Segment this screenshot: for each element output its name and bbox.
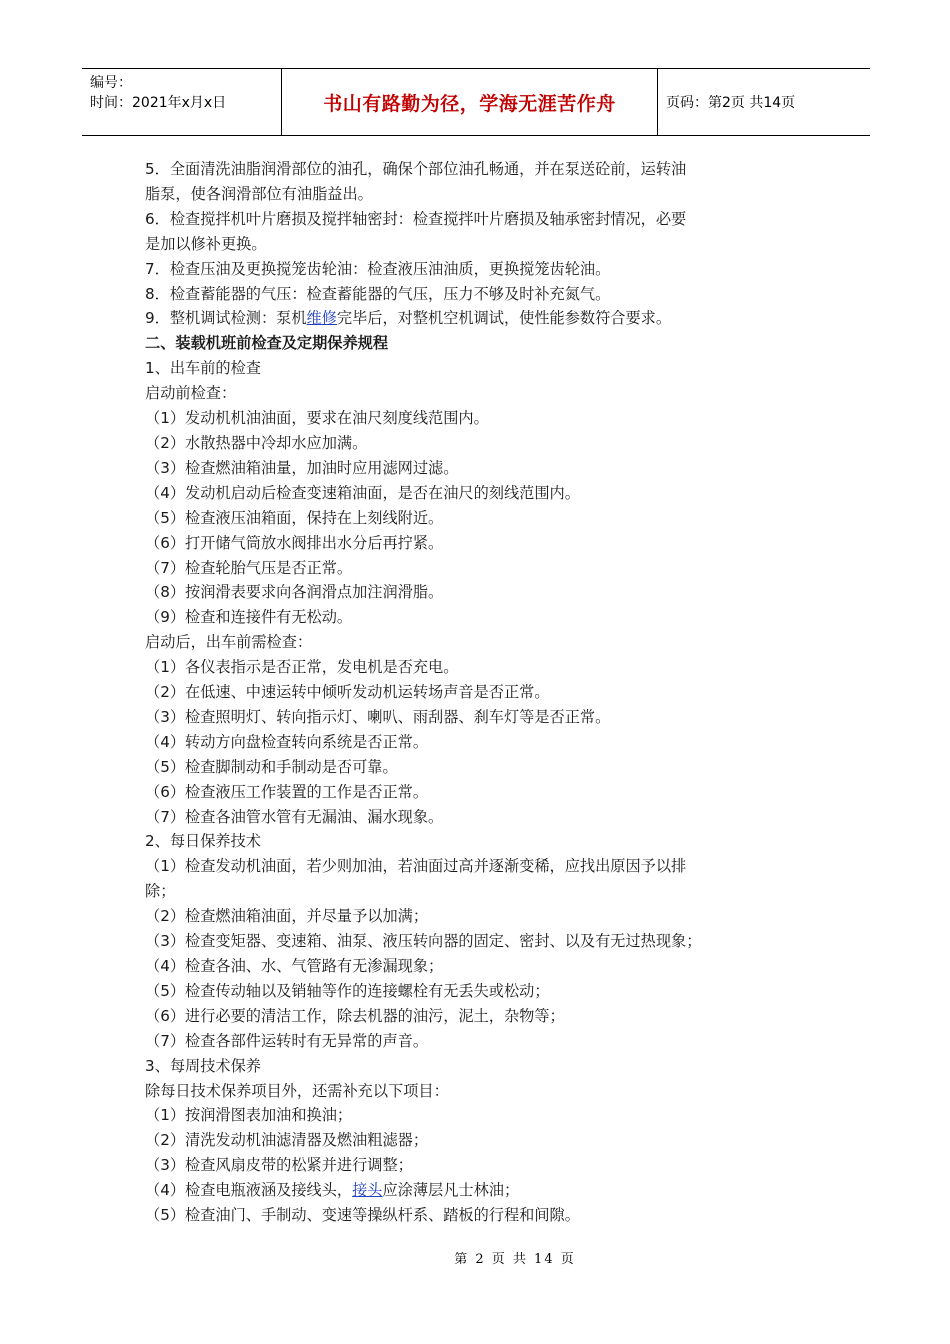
header-page-info: 页码：第2页 共14页 [666,95,796,111]
link-jietou[interactable]: 接头 [352,1181,383,1200]
text-line: 3、每周技术保养 [145,1056,261,1075]
text-line: （7）检查各部件运转时有无异常的声音。 [145,1031,429,1050]
link-weixiu[interactable]: 维修 [306,309,337,328]
text-fragment: 完毕后，对整机空机调试，使性能参数符合要求。 [336,309,672,328]
text-line: 是加以修补更换。 [145,234,267,253]
text-line: （1）各仪表指示是否正常，发电机是否充电。 [145,658,459,677]
text-line: 除每日技术保养项目外，还需补充以下项目： [145,1081,449,1100]
text-line: 1、出车前的检查 [145,359,261,378]
text-line: （9）检查和连接件有无松动。 [145,608,353,627]
header-meta [82,69,282,135]
text-line: 启动后，出车前需检查： [145,633,313,652]
text-line: （1）检查发动机油面，若少则加油，若油面过高并逐渐变稀，应找出原因予以排 [145,857,687,876]
page-header [82,68,870,136]
text-line: （4）转动方向盘检查转向系统是否正常。 [145,732,429,751]
text-line: 8．检查蓄能器的气压：检查蓄能器的气压，压力不够及时补充氮气。 [145,284,611,303]
text-line: （6）检查液压工作装置的工作是否正常。 [145,782,429,801]
document-body [145,157,810,1228]
text-line: （4）发动机启动后检查变速箱油面，是否在油尺的刻线范围内。 [145,483,580,502]
doc-time-label: 时间：2021年x月x日 [90,95,227,111]
text-line: 5．全面清洗油脂润滑部位的油孔，确保个部位油孔畅通，并在泵送砼前，运转油 [145,160,687,178]
page-footer: 第 2 页 共 14 页 [454,1252,576,1267]
text-line: （3）检查照明灯、转向指示灯、喇叭、雨刮器、刹车灯等是否正常。 [145,707,611,726]
text-line: 启动前检查： [145,384,237,403]
text-line: （2）水散热器中冷却水应加满。 [145,433,368,452]
text-line: 7．检查压油及更换搅笼齿轮油：检查液压油油质，更换搅笼齿轮油。 [145,259,611,278]
text-line: （5）检查液压油箱面，保持在上刻线附近。 [145,508,444,527]
text-line [145,306,810,331]
text-line: （2）清洗发动机油滤清器及燃油粗滤器； [145,1131,429,1150]
text-line: （3）检查风扇皮带的松紧并进行调整； [145,1156,413,1175]
text-line: （5）检查油门、手制动、变速等操纵杆系、踏板的行程和间隙。 [145,1206,580,1225]
text-line: （5）检查脚制动和手制动是否可靠。 [145,757,398,776]
text-line: （4）检查各油、水、气管路有无渗漏现象； [145,957,444,975]
text-fragment: 9．整机调试检测：泵机 [145,309,307,328]
text-line: （2）检查燃油箱油面，并尽量予以加满； [145,907,429,926]
text-line: （6）进行必要的清洁工作，除去机器的油污，泥土，杂物等； [145,1006,565,1025]
text-line: （5）检查传动轴以及销轴等作的连接螺栓有无丢失或松动； [145,981,550,1000]
text-line [145,1178,810,1203]
doc-number-label: 编号： [90,75,132,91]
text-line: （3）检查变矩器、变速箱、油泵、液压转向器的固定、密封、以及有无过热现象； [145,932,702,951]
text-line: （8）按润滑表要求向各润滑点加注润滑脂。 [145,583,444,602]
text-line: 除； [145,882,176,901]
text-fragment: （4）检查电瓶液涵及接线头， [145,1181,353,1200]
text-fragment: 应涂薄层凡士林油； [382,1181,520,1200]
text-line: （7）检查各油管水管有无漏油、漏水现象。 [145,807,444,826]
text-line: （3）检查燃油箱油量，加油时应用滤网过滤。 [145,458,459,477]
text-line: （2）在低速、中速运转中倾听发动机运转场声音是否正常。 [145,683,550,702]
section-heading: 二、装载机班前检查及定期保养规程 [145,334,388,353]
text-line: （1）按润滑图表加油和换油； [145,1106,353,1125]
text-line: （1）发动机机油油面，要求在油尺刻度线范围内。 [145,409,489,428]
text-line: 6．检查搅拌机叶片磨损及搅拌轴密封：检查搅拌叶片磨损及轴承密封情况，必要 [145,209,687,228]
text-line: （6）打开储气筒放水阀排出水分后再拧紧。 [145,533,444,552]
text-line: 2、每日保养技术 [145,832,261,851]
header-motto: 书山有路勤为径，学海无涯苦作舟 [282,69,658,135]
text-line: 脂泵，使各润滑部位有油脂益出。 [145,184,373,203]
text-line: （7）检查轮胎气压是否正常。 [145,558,353,577]
